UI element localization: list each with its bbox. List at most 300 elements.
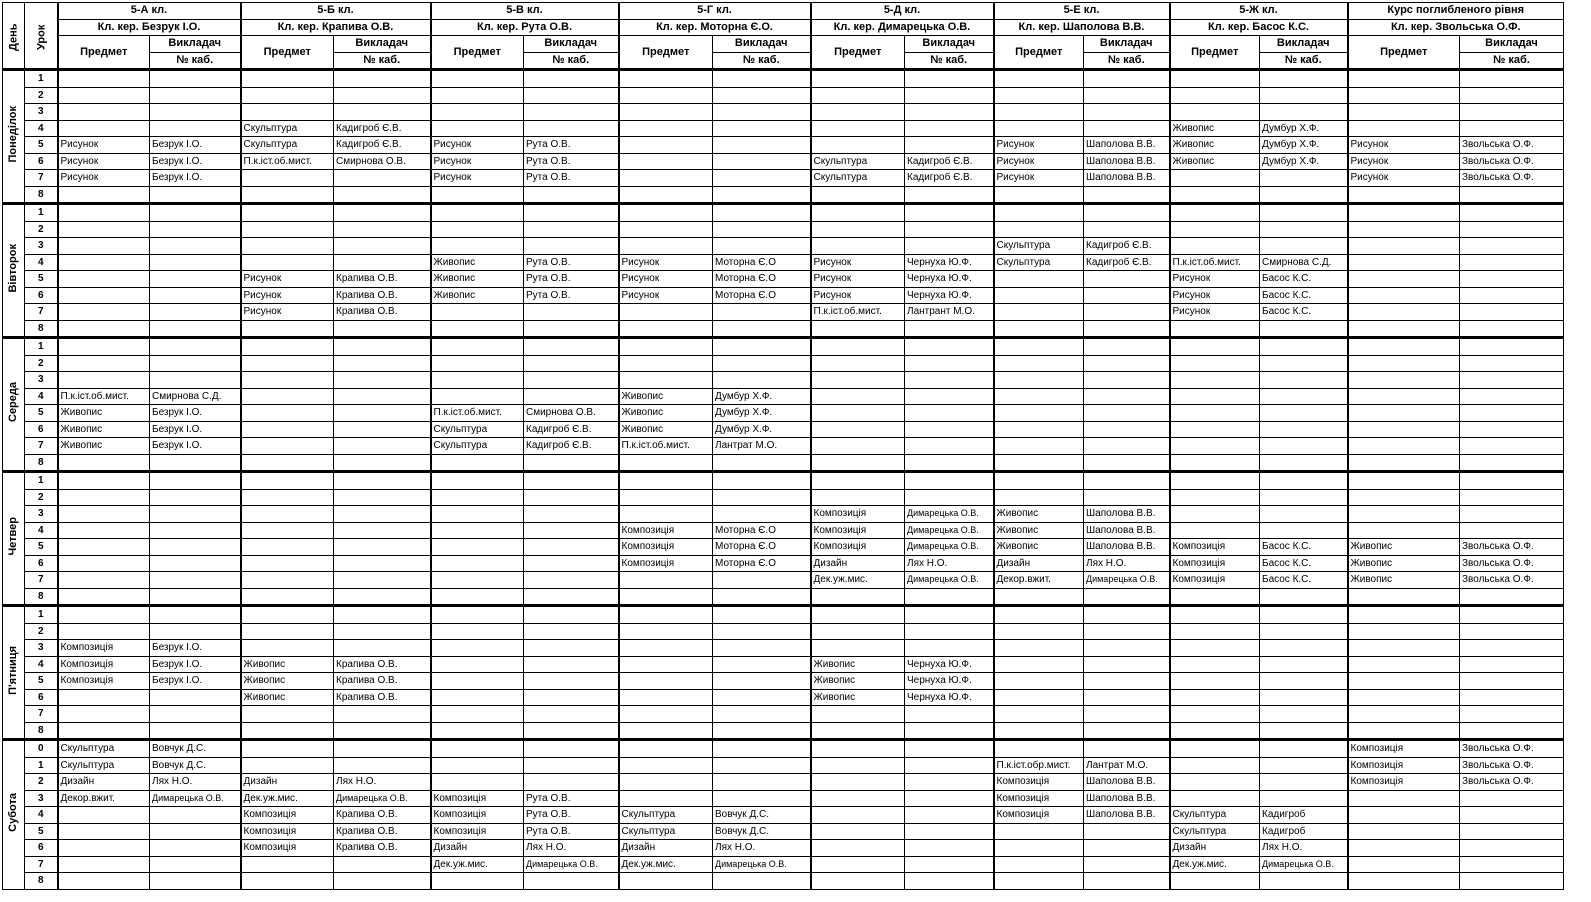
teacher-cell	[1260, 186, 1348, 204]
teacher-cell	[1460, 790, 1564, 807]
subject-cell: Композиція	[431, 807, 524, 824]
subject-cell	[619, 656, 713, 673]
subject-cell	[1348, 271, 1460, 288]
teacher-cell	[524, 555, 619, 572]
lesson-number: 0	[25, 740, 58, 758]
subject-cell: Дек.уж.мис.	[619, 856, 713, 873]
lesson-row	[3, 438, 1564, 455]
subject-cell	[811, 186, 905, 204]
subject-cell	[994, 405, 1084, 422]
lesson-number: 8	[25, 873, 58, 890]
subject-cell	[58, 287, 150, 304]
teacher-cell: Лях Н.О.	[713, 840, 811, 857]
subject-cell	[811, 489, 905, 506]
subject-cell: Рисунок	[1170, 304, 1260, 321]
subject-header: Предмет	[1170, 36, 1260, 70]
lesson-row	[3, 454, 1564, 472]
teacher-cell: Чернуха Ю.Ф.	[905, 689, 994, 706]
room-header: № каб.	[905, 52, 994, 70]
lesson-number: 3	[25, 506, 58, 523]
teacher-cell	[1260, 472, 1348, 490]
lesson-number: 3	[25, 372, 58, 389]
lesson-number: 5	[25, 673, 58, 690]
subject-cell	[811, 204, 905, 222]
teacher-cell	[1084, 405, 1170, 422]
lesson-number: 7	[25, 304, 58, 321]
teacher-cell	[334, 238, 431, 255]
teacher-cell	[334, 405, 431, 422]
subject-cell: Дизайн	[811, 555, 905, 572]
subject-cell	[1170, 70, 1260, 88]
teacher-cell	[150, 539, 241, 556]
subject-cell	[431, 221, 524, 238]
teacher-cell	[524, 873, 619, 890]
subject-cell	[58, 522, 150, 539]
teacher-cell: Звольська О.Ф.	[1460, 572, 1564, 589]
subject-cell	[994, 606, 1084, 624]
subject-cell: Композиція	[431, 790, 524, 807]
subject-cell: Композиція	[619, 539, 713, 556]
subject-cell	[994, 186, 1084, 204]
teacher-cell: Рута О.В.	[524, 153, 619, 170]
subject-cell	[1348, 421, 1460, 438]
subject-cell	[1170, 355, 1260, 372]
lesson-row	[3, 355, 1564, 372]
subject-cell: Скульптура	[1170, 807, 1260, 824]
teacher-cell: Звольська О.Ф.	[1460, 539, 1564, 556]
teacher-cell	[905, 856, 994, 873]
subject-cell: П.к.іст.об.мист.	[58, 388, 150, 405]
subject-cell	[1348, 588, 1460, 606]
teacher-cell	[334, 539, 431, 556]
subject-cell: Живопис	[619, 388, 713, 405]
teacher-cell: Крапива О.В.	[334, 823, 431, 840]
teacher-cell	[905, 186, 994, 204]
subject-cell	[1348, 70, 1460, 88]
teacher-cell	[1460, 238, 1564, 255]
teacher-cell: Безрук І.О.	[150, 640, 241, 657]
subject-cell: Композиція	[1348, 757, 1460, 774]
teacher-cell: Лантрат М.О.	[1084, 757, 1170, 774]
teacher-cell	[524, 338, 619, 356]
subject-cell	[431, 774, 524, 791]
subject-cell	[1348, 104, 1460, 121]
subject-cell	[1170, 757, 1260, 774]
class-tutor: Кл. кер. Димарецька О.В.	[811, 19, 994, 36]
subject-cell	[58, 104, 150, 121]
subject-cell: Живопис	[1348, 539, 1460, 556]
teacher-cell	[524, 120, 619, 137]
subject-cell	[58, 472, 150, 490]
teacher-cell	[1460, 271, 1564, 288]
teacher-cell	[334, 186, 431, 204]
subject-cell	[241, 338, 334, 356]
subject-cell: Скульптура	[994, 238, 1084, 255]
teacher-cell	[1260, 489, 1348, 506]
subject-cell	[431, 757, 524, 774]
subject-cell	[431, 304, 524, 321]
teacher-cell	[334, 104, 431, 121]
lesson-row	[3, 873, 1564, 890]
subject-cell	[994, 722, 1084, 740]
teacher-cell	[1084, 372, 1170, 389]
teacher-cell: Крапива О.В.	[334, 807, 431, 824]
teacher-cell: Кадигроб Є.В.	[1084, 254, 1170, 271]
lesson-row	[3, 740, 1564, 758]
teacher-cell	[1260, 656, 1348, 673]
teacher-cell: Димарецька О.В.	[1084, 572, 1170, 589]
day-label	[3, 204, 25, 338]
teacher-cell	[150, 372, 241, 389]
teacher-cell	[1460, 421, 1564, 438]
teacher-cell	[713, 774, 811, 791]
subject-cell	[619, 472, 713, 490]
subject-cell	[241, 873, 334, 890]
teacher-cell: Димарецька О.В.	[905, 506, 994, 523]
subject-cell	[619, 722, 713, 740]
teacher-cell: Безрук І.О.	[150, 137, 241, 154]
subject-cell	[811, 740, 905, 758]
teacher-cell	[150, 120, 241, 137]
day-label	[3, 740, 25, 890]
subject-cell	[619, 153, 713, 170]
subject-cell: Композиція	[1170, 539, 1260, 556]
teacher-cell	[334, 555, 431, 572]
subject-cell: П.к.іст.об.мист.	[1170, 254, 1260, 271]
subject-cell: П.к.іст.об.мист.	[431, 405, 524, 422]
teacher-cell: Басос К.С.	[1260, 555, 1348, 572]
teacher-cell	[334, 454, 431, 472]
teacher-cell	[1084, 70, 1170, 88]
subject-cell	[58, 271, 150, 288]
subject-cell: Живопис	[241, 673, 334, 690]
lesson-row	[3, 706, 1564, 723]
teacher-cell	[905, 606, 994, 624]
lesson-number: 1	[25, 472, 58, 490]
subject-cell	[811, 472, 905, 490]
subject-cell	[994, 438, 1084, 455]
teacher-cell	[1084, 438, 1170, 455]
teacher-cell	[334, 873, 431, 890]
teacher-cell	[334, 355, 431, 372]
subject-cell	[431, 656, 524, 673]
teacher-cell	[524, 722, 619, 740]
teacher-cell	[1260, 70, 1348, 88]
subject-cell: Рисунок	[1348, 137, 1460, 154]
teacher-cell	[713, 221, 811, 238]
subject-cell	[1170, 873, 1260, 890]
subject-cell: Рисунок	[619, 254, 713, 271]
subject-cell	[1348, 254, 1460, 271]
subject-cell	[994, 856, 1084, 873]
teacher-cell	[334, 757, 431, 774]
subject-cell	[58, 238, 150, 255]
teacher-cell	[334, 740, 431, 758]
teacher-cell: Безрук І.О.	[150, 438, 241, 455]
subject-cell	[811, 137, 905, 154]
subject-header: Предмет	[994, 36, 1084, 70]
teacher-cell	[1260, 204, 1348, 222]
subject-cell	[994, 372, 1084, 389]
subject-cell	[431, 706, 524, 723]
teacher-cell	[524, 355, 619, 372]
subject-cell: Рисунок	[619, 287, 713, 304]
subject-cell: Композиція	[58, 673, 150, 690]
teacher-cell	[713, 120, 811, 137]
subject-cell	[1348, 506, 1460, 523]
teacher-cell	[334, 722, 431, 740]
subject-cell	[431, 740, 524, 758]
room-header: № каб.	[713, 52, 811, 70]
teacher-cell	[905, 640, 994, 657]
teacher-cell: Кадигроб Є.В.	[1084, 238, 1170, 255]
teacher-header: Викладач	[334, 36, 431, 53]
teacher-cell	[334, 388, 431, 405]
teacher-cell: Смирнова О.В.	[524, 405, 619, 422]
teacher-cell	[150, 856, 241, 873]
subject-cell	[241, 555, 334, 572]
subject-cell	[994, 706, 1084, 723]
subject-cell	[811, 238, 905, 255]
subject-cell	[431, 572, 524, 589]
teacher-header: Викладач	[1260, 36, 1348, 53]
subject-header: Предмет	[58, 36, 150, 70]
teacher-cell: Крапива О.В.	[334, 304, 431, 321]
subject-cell	[58, 120, 150, 137]
teacher-cell	[524, 221, 619, 238]
subject-cell	[1348, 438, 1460, 455]
teacher-cell: Думбур Х.Ф.	[1260, 120, 1348, 137]
lesson-row	[3, 238, 1564, 255]
teacher-cell	[1260, 320, 1348, 338]
lesson-number: 8	[25, 588, 58, 606]
subject-cell	[431, 506, 524, 523]
teacher-cell	[1460, 623, 1564, 640]
teacher-cell	[1084, 355, 1170, 372]
teacher-cell	[524, 689, 619, 706]
subject-cell	[1348, 355, 1460, 372]
subject-cell	[811, 70, 905, 88]
teacher-cell	[1460, 204, 1564, 222]
teacher-cell	[150, 338, 241, 356]
subject-cell	[811, 774, 905, 791]
subject-cell	[431, 372, 524, 389]
subject-cell	[431, 539, 524, 556]
teacher-cell	[524, 304, 619, 321]
subject-cell	[1170, 673, 1260, 690]
teacher-cell: Безрук І.О.	[150, 421, 241, 438]
day-name: Середа	[7, 382, 19, 422]
teacher-cell	[150, 271, 241, 288]
teacher-cell	[1084, 588, 1170, 606]
subject-cell	[811, 372, 905, 389]
subject-cell	[619, 640, 713, 657]
teacher-cell: Димарецька О.В.	[713, 856, 811, 873]
teacher-cell	[905, 454, 994, 472]
lesson-row	[3, 271, 1564, 288]
subject-cell	[431, 388, 524, 405]
lesson-number: 5	[25, 271, 58, 288]
lesson-number: 1	[25, 70, 58, 88]
subject-cell	[431, 238, 524, 255]
subject-cell: Дек.уж.мис.	[811, 572, 905, 589]
subject-cell	[994, 320, 1084, 338]
teacher-cell	[1460, 722, 1564, 740]
teacher-header: Викладач	[1084, 36, 1170, 53]
subject-cell	[994, 221, 1084, 238]
subject-cell	[58, 689, 150, 706]
subject-cell: Рисунок	[58, 153, 150, 170]
teacher-cell	[905, 807, 994, 824]
subject-cell	[1170, 774, 1260, 791]
teacher-cell	[524, 204, 619, 222]
class-tutor: Кл. кер. Безрук І.О.	[58, 19, 241, 36]
subject-cell	[1170, 790, 1260, 807]
subject-cell	[994, 87, 1084, 104]
teacher-cell	[1460, 506, 1564, 523]
lesson-row	[3, 320, 1564, 338]
subject-cell: Скульптура	[811, 170, 905, 187]
subject-cell	[241, 170, 334, 187]
lesson-row	[3, 572, 1564, 589]
teacher-cell	[150, 254, 241, 271]
teacher-cell	[524, 640, 619, 657]
subject-cell	[994, 689, 1084, 706]
teacher-cell	[524, 372, 619, 389]
teacher-cell	[713, 606, 811, 624]
teacher-cell: Рута О.В.	[524, 287, 619, 304]
teacher-cell	[713, 204, 811, 222]
teacher-cell	[1260, 522, 1348, 539]
lesson-number: 6	[25, 840, 58, 857]
class-name: 5-Д кл.	[811, 3, 994, 20]
day-label	[3, 70, 25, 204]
lesson-row	[3, 221, 1564, 238]
teacher-cell	[150, 506, 241, 523]
teacher-cell	[1260, 104, 1348, 121]
teacher-cell	[334, 254, 431, 271]
teacher-cell: Звольська О.Ф.	[1460, 170, 1564, 187]
teacher-cell	[524, 706, 619, 723]
subject-cell	[1348, 304, 1460, 321]
teacher-cell	[1260, 640, 1348, 657]
header-day: День	[3, 3, 25, 70]
teacher-cell: Звольська О.Ф.	[1460, 153, 1564, 170]
teacher-cell: Рута О.В.	[524, 170, 619, 187]
lesson-number: 3	[25, 104, 58, 121]
subject-cell	[619, 338, 713, 356]
teacher-cell: Крапива О.В.	[334, 271, 431, 288]
subject-cell	[1170, 87, 1260, 104]
room-header: № каб.	[1260, 52, 1348, 70]
teacher-cell: Моторна Є.О	[713, 271, 811, 288]
subject-cell: Живопис	[811, 656, 905, 673]
lesson-number: 2	[25, 87, 58, 104]
subject-cell	[619, 454, 713, 472]
teacher-cell	[713, 489, 811, 506]
subject-cell	[58, 539, 150, 556]
teacher-cell	[1460, 656, 1564, 673]
teacher-cell	[150, 221, 241, 238]
teacher-cell	[150, 304, 241, 321]
subject-cell	[241, 186, 334, 204]
teacher-cell	[150, 873, 241, 890]
teacher-cell	[334, 70, 431, 88]
teacher-cell	[1260, 338, 1348, 356]
teacher-cell	[713, 873, 811, 890]
subject-cell	[994, 271, 1084, 288]
teacher-cell	[150, 489, 241, 506]
teacher-cell	[905, 70, 994, 88]
room-header: № каб.	[150, 52, 241, 70]
lesson-row	[3, 421, 1564, 438]
subject-cell	[1170, 623, 1260, 640]
subject-cell: Скульптура	[619, 823, 713, 840]
teacher-cell	[1460, 640, 1564, 657]
teacher-cell	[1460, 254, 1564, 271]
subject-cell	[619, 186, 713, 204]
subject-cell: Живопис	[1348, 572, 1460, 589]
subject-cell: П.к.іст.обр.мист.	[994, 757, 1084, 774]
subject-cell	[241, 421, 334, 438]
subject-cell: Рисунок	[431, 153, 524, 170]
teacher-cell	[524, 472, 619, 490]
teacher-cell	[713, 757, 811, 774]
teacher-cell	[1460, 840, 1564, 857]
subject-cell	[619, 120, 713, 137]
subject-cell	[58, 221, 150, 238]
subject-cell: Живопис	[58, 405, 150, 422]
teacher-cell	[905, 623, 994, 640]
teacher-cell: Чернуха Ю.Ф.	[905, 254, 994, 271]
lesson-row	[3, 539, 1564, 556]
teacher-cell: Звольська О.Ф.	[1460, 740, 1564, 758]
teacher-cell: Рута О.В.	[524, 807, 619, 824]
teacher-cell	[524, 87, 619, 104]
teacher-cell	[1084, 856, 1170, 873]
subject-cell	[1170, 170, 1260, 187]
teacher-cell	[334, 572, 431, 589]
subject-cell	[994, 120, 1084, 137]
teacher-cell	[334, 588, 431, 606]
subject-cell	[811, 823, 905, 840]
teacher-cell: Кадигроб Є.В.	[905, 153, 994, 170]
lesson-number: 5	[25, 539, 58, 556]
subject-header: Предмет	[811, 36, 905, 70]
header-row-room	[3, 52, 1564, 70]
teacher-cell	[713, 170, 811, 187]
day-label	[3, 472, 25, 606]
subject-cell: Композиція	[994, 774, 1084, 791]
teacher-cell	[1460, 388, 1564, 405]
subject-cell	[1348, 221, 1460, 238]
teacher-cell: Крапива О.В.	[334, 689, 431, 706]
class-name: 5-Г кл.	[619, 3, 811, 20]
lesson-row	[3, 137, 1564, 154]
teacher-cell	[524, 539, 619, 556]
subject-cell: Рисунок	[241, 287, 334, 304]
subject-cell	[241, 438, 334, 455]
subject-cell: Живопис	[58, 421, 150, 438]
subject-cell	[619, 774, 713, 791]
subject-cell	[431, 320, 524, 338]
teacher-cell	[524, 572, 619, 589]
subject-cell	[241, 388, 334, 405]
subject-cell	[431, 588, 524, 606]
teacher-cell	[713, 722, 811, 740]
subject-cell	[1348, 204, 1460, 222]
subject-cell	[1348, 405, 1460, 422]
